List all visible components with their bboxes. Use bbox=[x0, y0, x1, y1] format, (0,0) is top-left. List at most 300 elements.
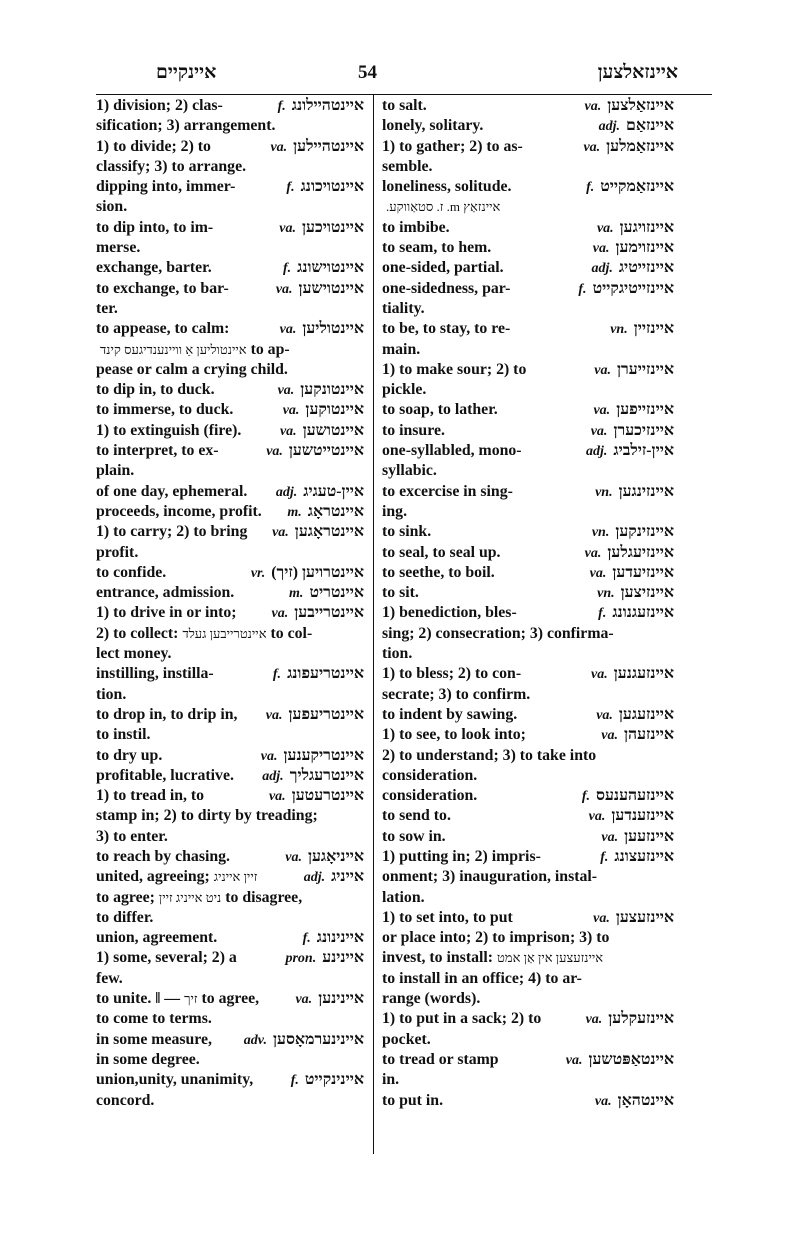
english-text: to install in an office; 4) to ar- bbox=[382, 969, 582, 987]
dictionary-line bbox=[382, 948, 674, 968]
dictionary-line bbox=[382, 603, 674, 623]
english-text: in. bbox=[382, 1071, 400, 1089]
english-text: exchange, barter. bbox=[96, 259, 212, 277]
part-of-speech: va. bbox=[275, 281, 293, 297]
dictionary-line bbox=[382, 96, 674, 116]
part-of-speech: va. bbox=[282, 403, 300, 419]
part-of-speech: m. bbox=[289, 586, 304, 602]
part-of-speech: va. bbox=[601, 728, 618, 744]
dictionary-line bbox=[96, 644, 364, 664]
headword: איינטריט bbox=[309, 584, 364, 602]
inline-yiddish: זיך bbox=[184, 991, 198, 1007]
english-text: main. bbox=[382, 340, 421, 358]
part-of-speech: adj. bbox=[585, 444, 608, 460]
english-text: ing. bbox=[382, 502, 408, 520]
english-text: to be, to stay, to re- bbox=[382, 320, 511, 338]
english-text: 1) to bless; 2) to con- bbox=[382, 665, 522, 683]
english-text: to insure. bbox=[382, 421, 445, 439]
headword: איין-זילביג bbox=[613, 442, 674, 460]
inline-yiddish: ניט אייניג זיין bbox=[158, 889, 222, 905]
english-text: entrance, admission. bbox=[96, 584, 235, 602]
english-text: in some degree. bbox=[96, 1050, 200, 1068]
english-text: to drop in, to drip in, bbox=[96, 705, 238, 723]
part-of-speech: va. bbox=[285, 849, 302, 865]
english-text: ter. bbox=[96, 299, 118, 317]
dictionary-line bbox=[382, 624, 674, 644]
dictionary-line bbox=[382, 989, 674, 1009]
headword: איינזעען bbox=[624, 827, 674, 845]
english-text: pocket. bbox=[382, 1030, 431, 1048]
english-text: to seam, to hem. bbox=[382, 239, 492, 257]
part-of-speech: va. bbox=[279, 322, 297, 338]
english-text: 1) some, several; 2) a bbox=[96, 949, 237, 967]
dictionary-line bbox=[96, 1009, 364, 1029]
english-text: proceeds, income, profit. bbox=[96, 502, 262, 520]
part-of-speech: va. bbox=[271, 606, 289, 622]
dictionary-line bbox=[96, 96, 364, 116]
dictionary-line bbox=[382, 766, 674, 786]
part-of-speech: adj. bbox=[275, 484, 298, 500]
page-header bbox=[96, 62, 728, 90]
english-text: stamp in; 2) to dirty by treading; bbox=[96, 807, 318, 825]
english-text: to immerse, to duck. bbox=[96, 401, 234, 419]
headword: איינטויכען bbox=[302, 218, 364, 236]
headword: איינטונקען bbox=[300, 381, 364, 399]
dictionary-line bbox=[96, 360, 364, 380]
dictionary-line bbox=[96, 502, 364, 522]
dictionary-line bbox=[96, 969, 364, 989]
english-text: instilling, instilla- bbox=[96, 665, 214, 683]
dictionary-line bbox=[96, 157, 364, 177]
english-text: lation. bbox=[382, 888, 425, 906]
english-text: to appease, to calm: bbox=[96, 320, 230, 338]
part-of-speech: va. bbox=[585, 1012, 603, 1028]
dictionary-line bbox=[96, 319, 364, 339]
english-text: united, agreeing; bbox=[96, 868, 210, 886]
dictionary-line bbox=[382, 543, 674, 563]
part-of-speech: va. bbox=[565, 1052, 583, 1068]
right-column bbox=[382, 96, 674, 1111]
english-text: consideration. bbox=[382, 787, 478, 805]
english-text: to tread or stamp bbox=[382, 1050, 499, 1068]
dictionary-line bbox=[382, 1009, 674, 1029]
dictionary-line bbox=[96, 197, 364, 217]
english-text: profitable, lucrative. bbox=[96, 766, 234, 784]
headword: איינזייטיג bbox=[618, 259, 674, 277]
part-of-speech: va. bbox=[266, 444, 283, 460]
headword: איינזעקלען bbox=[608, 1010, 674, 1028]
part-of-speech: va. bbox=[260, 748, 278, 764]
english-text: to come to terms. bbox=[96, 1010, 212, 1028]
headword: איינזייטיגקייט bbox=[592, 279, 674, 297]
english-text: tion. bbox=[96, 685, 127, 703]
english-text: to differ. bbox=[96, 908, 154, 926]
headword: איינזיין bbox=[633, 320, 674, 338]
english-text: tiality. bbox=[382, 299, 425, 317]
part-of-speech: va. bbox=[295, 992, 313, 1008]
dictionary-line bbox=[96, 847, 364, 867]
english-text: 1) division; 2) clas- bbox=[96, 97, 223, 114]
headword: איינזינגען bbox=[618, 482, 674, 500]
part-of-speech: f. bbox=[586, 180, 595, 196]
dictionary-line bbox=[96, 948, 364, 968]
english-text: 1) to make sour; 2) to bbox=[382, 360, 527, 378]
english-text: to instil. bbox=[96, 726, 151, 744]
dictionary-line bbox=[96, 461, 364, 481]
dictionary-line bbox=[382, 1070, 674, 1090]
part-of-speech: vn. bbox=[610, 322, 628, 338]
english-text: plain. bbox=[96, 462, 135, 480]
headword: איינזאַמלען bbox=[606, 137, 674, 155]
headword: איינזייערן bbox=[617, 360, 674, 378]
english-text: to send to. bbox=[382, 807, 451, 825]
inline-yiddish: איינטוליען אַ וויינענדיגעס קינד bbox=[100, 341, 247, 357]
dictionary-line bbox=[382, 563, 674, 583]
dictionary-line bbox=[382, 197, 674, 217]
dictionary-line bbox=[96, 1070, 364, 1090]
part-of-speech: vn. bbox=[595, 484, 613, 500]
headword: איינטראָגען bbox=[294, 523, 364, 541]
dictionary-line bbox=[382, 847, 674, 867]
dictionary-line bbox=[382, 502, 674, 522]
english-text: few. bbox=[96, 969, 123, 987]
part-of-speech: adj. bbox=[591, 261, 613, 277]
dictionary-line bbox=[96, 441, 364, 461]
dictionary-line bbox=[96, 786, 364, 806]
headword: איינזינקען bbox=[615, 523, 674, 541]
dictionary-line bbox=[382, 238, 674, 258]
headword: איינזעהענעס bbox=[596, 787, 674, 805]
dictionary-line bbox=[382, 522, 674, 542]
dictionary-line bbox=[96, 583, 364, 603]
inline-yiddish: איינזאַץ m. ז. סטאַווקע. bbox=[386, 199, 501, 215]
dictionary-line bbox=[382, 482, 674, 502]
english-text: 1) to tread in, to bbox=[96, 787, 205, 805]
part-of-speech: va. bbox=[272, 525, 289, 541]
dictionary-line bbox=[382, 928, 674, 948]
dictionary-line bbox=[382, 319, 674, 339]
dictionary-line bbox=[96, 705, 364, 725]
english-text: to agree; bbox=[96, 888, 155, 906]
part-of-speech: adj. bbox=[303, 870, 326, 886]
english-text: to sow in. bbox=[382, 827, 446, 845]
english-text: to soap, to lather. bbox=[382, 401, 498, 419]
dictionary-line bbox=[96, 340, 364, 360]
dictionary-line bbox=[382, 1091, 674, 1111]
left-column bbox=[96, 96, 364, 1111]
english-text: lect money. bbox=[96, 645, 172, 663]
page-number: 54 bbox=[358, 62, 377, 83]
dictionary-line bbox=[382, 786, 674, 806]
english-text: or place into; 2) to imprison; 3) to bbox=[382, 929, 610, 947]
headword: איינזויגען bbox=[619, 218, 674, 236]
headword: איינטריעפונג bbox=[287, 665, 364, 683]
dictionary-line bbox=[382, 746, 674, 766]
english-text: union,unity, unanimity, bbox=[96, 1071, 254, 1089]
inline-yiddish: איינטרייבען געלד bbox=[182, 625, 267, 641]
english-text: to seal, to seal up. bbox=[382, 543, 501, 561]
english-text: classify; 3) to arrange. bbox=[96, 157, 247, 175]
part-of-speech: va. bbox=[593, 910, 610, 926]
english-text: sing; 2) consecration; 3) confirma- bbox=[382, 624, 614, 642]
english-text: pickle. bbox=[382, 381, 427, 399]
english-text: profit. bbox=[96, 543, 139, 561]
english-text: 1) to put in a sack; 2) to bbox=[382, 1010, 542, 1028]
headword: איינטהיילען bbox=[293, 137, 364, 155]
part-of-speech: vn. bbox=[591, 525, 610, 541]
dictionary-line bbox=[382, 157, 674, 177]
dictionary-line bbox=[382, 299, 674, 319]
dictionary-line bbox=[96, 603, 364, 623]
dictionary-line bbox=[382, 705, 674, 725]
part-of-speech: va. bbox=[584, 99, 602, 114]
english-text: to unite. ‖ — bbox=[96, 990, 181, 1008]
english-text: dipping into, immer- bbox=[96, 178, 236, 196]
dictionary-line bbox=[382, 360, 674, 380]
headword: איינזעגנען bbox=[613, 665, 674, 683]
english-text: to seethe, to boil. bbox=[382, 563, 495, 581]
part-of-speech: va. bbox=[594, 1093, 612, 1109]
english-text: one-sidedness, par- bbox=[382, 279, 511, 297]
dictionary-line bbox=[96, 664, 364, 684]
headword: איינינקייט bbox=[304, 1071, 364, 1089]
headword: איינזיעדען bbox=[612, 563, 674, 581]
dictionary-line bbox=[382, 137, 674, 157]
headword: איינטויכונג bbox=[300, 178, 364, 196]
inline-yiddish: זיין אייניג bbox=[213, 869, 258, 885]
english-text: merse. bbox=[96, 239, 141, 257]
dictionary-line bbox=[96, 685, 364, 705]
headword: איין-טעגיג bbox=[303, 482, 364, 500]
dictionary-line bbox=[96, 177, 364, 197]
english-text: 1) to drive in or into; bbox=[96, 604, 237, 622]
headword: איינטריעפען bbox=[288, 705, 364, 723]
part-of-speech: va. bbox=[589, 565, 607, 581]
english-text: 1) to set into, to put bbox=[382, 908, 513, 926]
english-text: 1) to gather; 2) to as- bbox=[382, 137, 523, 155]
part-of-speech: vr. bbox=[250, 565, 266, 581]
dictionary-line bbox=[96, 888, 364, 908]
dictionary-line bbox=[382, 461, 674, 481]
dictionary-line bbox=[96, 746, 364, 766]
english-text: tion. bbox=[382, 645, 413, 663]
part-of-speech: va. bbox=[583, 139, 601, 155]
dictionary-line bbox=[96, 1030, 364, 1050]
headword: איינטרעגליך bbox=[289, 766, 364, 784]
english-text: consideration. bbox=[382, 766, 478, 784]
part-of-speech: f. bbox=[600, 849, 609, 865]
english-text: 1) to divide; 2) to bbox=[96, 137, 211, 155]
english-text: to ap- bbox=[250, 340, 290, 358]
dictionary-line bbox=[382, 827, 674, 847]
english-text: 1) putting in; 2) impris- bbox=[382, 847, 541, 865]
english-text: 1) to see, to look into; bbox=[382, 726, 526, 744]
dictionary-line bbox=[96, 928, 364, 948]
part-of-speech: va. bbox=[590, 423, 608, 439]
english-text: onment; 3) inauguration, instal- bbox=[382, 868, 598, 886]
part-of-speech: f. bbox=[581, 789, 590, 805]
headword: איינזאַלצען bbox=[607, 97, 674, 114]
headword: איינזיעגלען bbox=[607, 543, 674, 561]
header-rule bbox=[96, 94, 712, 95]
dictionary-line bbox=[96, 563, 364, 583]
part-of-speech: f. bbox=[286, 180, 295, 196]
part-of-speech: va. bbox=[279, 220, 297, 236]
dictionary-line bbox=[96, 400, 364, 420]
headword: איינזאַם bbox=[626, 117, 674, 135]
english-text: to col- bbox=[270, 624, 313, 642]
english-text: to indent by sawing. bbox=[382, 705, 518, 723]
english-text: to dip in, to duck. bbox=[96, 381, 215, 399]
english-text: to reach by chasing. bbox=[96, 847, 230, 865]
headword: איינטהיילונג bbox=[291, 97, 364, 114]
dictionary-line bbox=[382, 806, 674, 826]
dictionary-line bbox=[96, 279, 364, 299]
headword: איינטוקען bbox=[305, 401, 364, 419]
english-text: sification; 3) arrangement. bbox=[96, 117, 276, 135]
part-of-speech: pron. bbox=[285, 951, 317, 967]
english-text: union, agreement. bbox=[96, 929, 218, 947]
dictionary-line bbox=[382, 908, 674, 928]
dictionary-line bbox=[382, 725, 674, 745]
english-text: 1) to carry; 2) to bring bbox=[96, 523, 248, 541]
headword: איינזייפען bbox=[616, 401, 674, 419]
part-of-speech: f. bbox=[282, 261, 292, 277]
part-of-speech: f. bbox=[598, 606, 607, 622]
dictionary-line bbox=[382, 258, 674, 278]
headword: איינטרעטען bbox=[291, 787, 364, 805]
dictionary-line bbox=[382, 177, 674, 197]
english-text: 1) to extinguish (fire). bbox=[96, 421, 242, 439]
headword: איינזעצען bbox=[615, 908, 674, 926]
english-text: pease or calm a crying child. bbox=[96, 360, 288, 378]
part-of-speech: va. bbox=[601, 829, 619, 845]
english-text: to sit. bbox=[382, 584, 419, 602]
part-of-speech: f. bbox=[302, 931, 311, 947]
headword: איינטהאָן bbox=[617, 1091, 674, 1109]
headword: איינזוימען bbox=[615, 239, 674, 257]
headword: איינטרויען (זיך) bbox=[271, 563, 364, 581]
running-head-left: איינקיים bbox=[156, 62, 217, 83]
dictionary-line bbox=[382, 1050, 674, 1070]
english-text: loneliness, solitude. bbox=[382, 178, 512, 196]
english-text: sion. bbox=[96, 198, 128, 216]
headword: איינטראָג bbox=[307, 502, 364, 520]
part-of-speech: m. bbox=[287, 504, 302, 520]
headword: אייניאָגען bbox=[307, 847, 364, 865]
part-of-speech: va. bbox=[279, 423, 297, 439]
part-of-speech: f. bbox=[290, 1073, 299, 1089]
part-of-speech: adj. bbox=[598, 119, 621, 135]
part-of-speech: f. bbox=[277, 99, 286, 114]
dictionary-line bbox=[96, 624, 364, 644]
dictionary-line bbox=[382, 583, 674, 603]
english-text: 1) benediction, bles- bbox=[382, 604, 517, 622]
running-head-right: איינזאלצען bbox=[597, 62, 678, 83]
part-of-speech: adv. bbox=[243, 1032, 267, 1048]
part-of-speech: va. bbox=[270, 139, 288, 155]
english-text: to dip into, to im- bbox=[96, 218, 214, 236]
part-of-speech: f. bbox=[578, 281, 587, 297]
dictionary-line bbox=[382, 888, 674, 908]
dictionary-line bbox=[382, 969, 674, 989]
part-of-speech: va. bbox=[596, 707, 613, 723]
headword: איינזעגען bbox=[618, 705, 674, 723]
headword: איינטייטשען bbox=[288, 442, 364, 460]
dictionary-line bbox=[382, 441, 674, 461]
dictionary-line bbox=[96, 766, 364, 786]
english-text: concord. bbox=[96, 1091, 155, 1109]
part-of-speech: vn. bbox=[597, 586, 615, 602]
part-of-speech: adj. bbox=[262, 768, 284, 784]
dictionary-line bbox=[96, 725, 364, 745]
english-text: in some measure, bbox=[96, 1030, 212, 1048]
dictionary-line bbox=[382, 400, 674, 420]
dictionary-line bbox=[382, 218, 674, 238]
dictionary-line bbox=[382, 1030, 674, 1050]
dictionary-line bbox=[96, 989, 364, 1009]
headword: איינזיצען bbox=[620, 584, 674, 602]
english-text: to interpret, to ex- bbox=[96, 442, 219, 460]
part-of-speech: va. bbox=[584, 545, 602, 561]
dictionary-line bbox=[96, 421, 364, 441]
english-text: to disagree, bbox=[225, 888, 303, 906]
part-of-speech: va. bbox=[265, 707, 283, 723]
headword: איינטאַפּטשען bbox=[588, 1050, 674, 1068]
dictionary-line bbox=[382, 380, 674, 400]
english-text: to sink. bbox=[382, 523, 432, 541]
english-text: to exchange, to bar- bbox=[96, 279, 229, 297]
headword: איינינונג bbox=[316, 929, 364, 947]
headword: איינזעגנונג bbox=[612, 604, 674, 622]
headword: איינזעצונג bbox=[614, 847, 674, 865]
headword: איינינען bbox=[318, 990, 364, 1008]
english-text: lonely, solitary. bbox=[382, 117, 484, 135]
headword: איינזעהן bbox=[623, 726, 674, 744]
headword: איינינע bbox=[322, 949, 364, 967]
dictionary-line bbox=[96, 522, 364, 542]
english-text: to agree, bbox=[201, 990, 260, 1008]
column-divider bbox=[373, 94, 374, 1154]
dictionary-line bbox=[96, 867, 364, 887]
dictionary-line bbox=[96, 1091, 364, 1111]
dictionary-line bbox=[96, 218, 364, 238]
part-of-speech: va. bbox=[277, 383, 295, 399]
english-text: invest, to install: bbox=[382, 949, 494, 967]
part-of-speech: va. bbox=[594, 362, 612, 378]
inline-yiddish: איינזעצען אין אַן אמט bbox=[497, 950, 604, 966]
headword: איינטוישונג bbox=[297, 259, 364, 277]
headword: איינטוליען bbox=[302, 320, 364, 338]
dictionary-line bbox=[96, 482, 364, 502]
dictionary-line bbox=[382, 421, 674, 441]
dictionary-line bbox=[382, 116, 674, 136]
english-text: one-sided, partial. bbox=[382, 259, 504, 277]
dictionary-line bbox=[382, 340, 674, 360]
headword: איינטריקענען bbox=[283, 746, 364, 764]
dictionary-line bbox=[96, 299, 364, 319]
dictionary-line bbox=[382, 664, 674, 684]
english-text: to dry up. bbox=[96, 746, 163, 764]
part-of-speech: va. bbox=[596, 220, 614, 236]
headword: אייניג bbox=[331, 868, 364, 886]
dictionary-line bbox=[382, 867, 674, 887]
english-text: semble. bbox=[382, 157, 433, 175]
english-text: range (words). bbox=[382, 990, 481, 1008]
headword: איינטרייבען bbox=[294, 604, 364, 622]
headword: איינטושען bbox=[302, 421, 364, 439]
english-text: to imbibe. bbox=[382, 218, 450, 236]
